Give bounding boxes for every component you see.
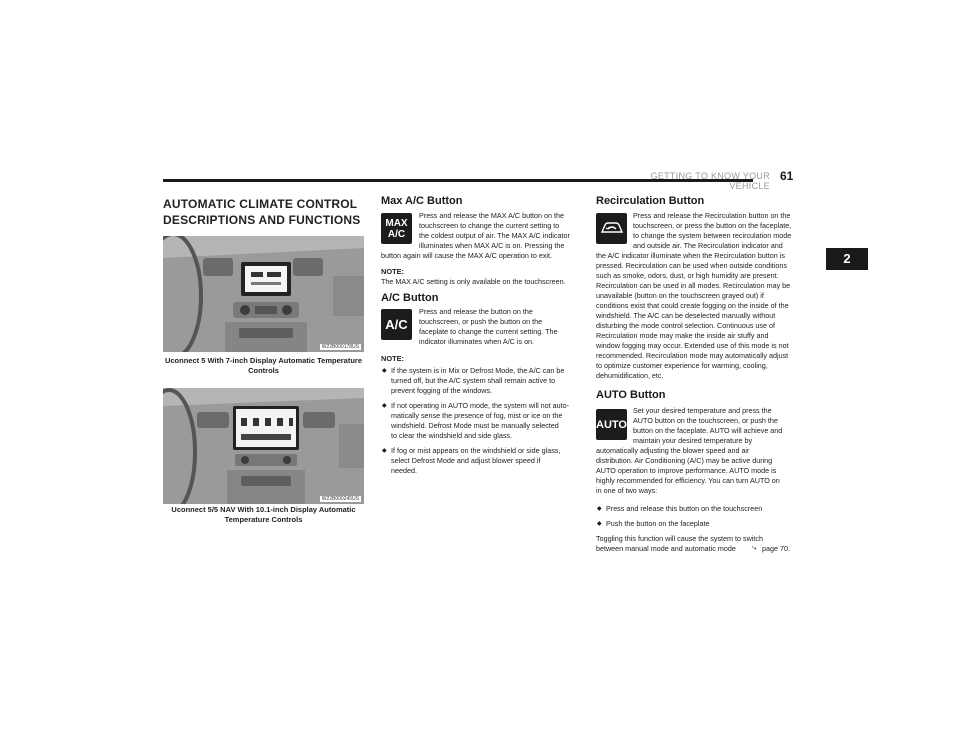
recirc-text-line: the A/C indicator illuminate when the Recirculation button is bbox=[596, 251, 785, 260]
bullet-icon: ◆ bbox=[597, 506, 602, 512]
recirc-text-line: and outside air. The Recirculation indicator and bbox=[633, 241, 783, 250]
max-ac-text-line: Press and release the MAX A/C button on the bbox=[419, 211, 565, 220]
max-ac-icon bbox=[381, 213, 412, 244]
recirc-text-line: recommended. Recirculation mode may automatically adjust bbox=[596, 351, 789, 360]
auto-text-line: automatically adjusting the blower speed and air bbox=[596, 446, 750, 455]
recirc-text-line: conditions exist that could create fogging on the inside of the bbox=[596, 301, 789, 310]
chapter-tab[interactable]: 2 bbox=[826, 248, 868, 270]
figure-caption-line1: Uconnect 5/5 NAV With 10.1-inch Display Automatic bbox=[171, 505, 356, 514]
bullet-icon: ◆ bbox=[382, 403, 387, 409]
max-ac-text-line: touchscreen to change the current setting to bbox=[419, 221, 560, 230]
section-title-line1: AUTOMATIC CLIMATE CONTROL bbox=[163, 197, 358, 211]
figure-caption-line1: Uconnect 5 With 7-inch Display Automatic Temperature bbox=[164, 356, 363, 365]
auto-text-line: Set your desired temperature and press the bbox=[633, 406, 772, 415]
recirc-text-line: touchscreen, or press the button on the faceplate, bbox=[633, 221, 792, 230]
recirc-text-line: Recirculation mode may make the inside air stuffy and bbox=[596, 331, 769, 340]
figure-code: W22B000245US bbox=[321, 496, 359, 502]
auto-bullet-line: Push the button on the faceplate bbox=[606, 519, 710, 528]
auto-bullet-line: Press and release this button on the touchscreen bbox=[606, 504, 763, 513]
recirc-text-line: unavailable (button on the touchscreen grayed out) if bbox=[596, 291, 764, 300]
car-recirc-icon bbox=[600, 221, 624, 237]
auto-text-line: maintain your desired temperature by bbox=[633, 436, 753, 445]
figure-code: W22B000178US bbox=[321, 344, 359, 350]
max-ac-text-line: illuminates when MAX A/C is on. Pressing the bbox=[419, 241, 565, 250]
ac-bullet-line: If fog or mist appears on the windshield or side glass, bbox=[391, 446, 561, 455]
figure-10inch-controls bbox=[163, 388, 364, 504]
recirc-text-line: Recirculation can be used in all modes. Recirculation may be bbox=[596, 281, 791, 290]
ac-bullet-line: If the system is in Mix or Defrost Mode, the A/C can be bbox=[391, 366, 565, 375]
max-ac-note-label: NOTE: bbox=[381, 267, 404, 276]
ac-bullet-line: matically sense the presence of fog, mist or ice on the bbox=[391, 411, 563, 420]
figure-caption-line2: Temperature Controls bbox=[224, 515, 303, 524]
bullet-icon: ◆ bbox=[382, 368, 387, 374]
auto-icon: AUTO bbox=[596, 409, 627, 440]
recirc-text-line: pressed. Recirculation can be used when outside conditions bbox=[596, 261, 787, 270]
ac-text-line: indicator illuminates when A/C is on. bbox=[419, 337, 535, 346]
ac-bullet-line: needed. bbox=[391, 466, 417, 475]
bullet-icon: ◆ bbox=[382, 448, 387, 454]
max-ac-icon-line2: A/C bbox=[387, 228, 406, 240]
max-ac-icon-line1: MAX bbox=[385, 217, 408, 229]
auto-heading: AUTO Button bbox=[596, 389, 666, 401]
recirc-text-line: to optimize customer experience for warming, cooling, bbox=[596, 361, 768, 370]
auto-text-line: AUTO operation to improve performance. AUTO mode is bbox=[596, 466, 777, 475]
auto-text-line: button on the faceplate. AUTO will achieve and bbox=[633, 426, 783, 435]
running-header: GETTING TO KNOW YOUR VEHICLE bbox=[650, 171, 770, 191]
ac-text-line: Press and release the button on the bbox=[419, 307, 533, 316]
figure-7inch-controls bbox=[163, 236, 364, 352]
max-ac-heading: Max A/C Button bbox=[381, 195, 463, 207]
recirc-text-line: such as smoke, odors, dust, or high humidity are present. bbox=[596, 271, 779, 280]
ac-icon: A/C bbox=[381, 309, 412, 340]
ac-bullet-line: to clear the windshield and side glass. bbox=[391, 431, 513, 440]
auto-text-line: distribution. Air Conditioning (A/C) may be active during bbox=[596, 456, 773, 465]
recirc-text-line: to change the system between recirculation mode bbox=[633, 231, 792, 240]
ac-bullet-line: If not operating in AUTO mode, the system will not auto- bbox=[391, 401, 570, 410]
max-ac-text-line: button again will cause the MAX A/C operation to exit. bbox=[381, 251, 553, 260]
ac-text-line: touchscreen, or push the button on the bbox=[419, 317, 543, 326]
recirc-text-line: dehumidification, etc. bbox=[596, 371, 664, 380]
section-title-line2: DESCRIPTIONS AND FUNCTIONS bbox=[163, 213, 361, 227]
bullet-icon: ◆ bbox=[597, 521, 602, 527]
page-reference-arrow-icon: ⤷ bbox=[752, 543, 757, 552]
recirculation-icon bbox=[596, 213, 627, 244]
ac-bullet-line: turned off, but the A/C system shall remain active to bbox=[391, 376, 556, 385]
ac-note-label: NOTE: bbox=[381, 354, 404, 363]
dashboard-illustration-1 bbox=[163, 236, 364, 352]
page-reference-link[interactable]: page 70. bbox=[762, 544, 790, 553]
ac-heading: A/C Button bbox=[381, 292, 439, 304]
recirc-text-line: Press and release the Recirculation button on the bbox=[633, 211, 791, 220]
max-ac-note-text: The MAX A/C setting is only available on the touchscreen. bbox=[381, 277, 566, 286]
ac-bullet-line: select Defrost Mode and adjust blower speed if bbox=[391, 456, 541, 465]
dashboard-illustration-2 bbox=[163, 388, 364, 504]
recirc-text-line: window fogging may occur. Extended use of this mode is not bbox=[596, 341, 789, 350]
figure-caption-line2: Controls bbox=[248, 366, 279, 375]
ac-bullet-line: windshield. Defrost Mode must be manually selected bbox=[391, 421, 559, 430]
auto-text-line: highly recommended for efficiency. You can turn AUTO on bbox=[596, 476, 780, 485]
recirc-text-line: windshield. The A/C can be deselected manually without bbox=[596, 311, 776, 320]
auto-text-line: in one of two ways: bbox=[596, 486, 658, 495]
auto-toggle-line2: between manual mode and automatic mode bbox=[596, 544, 736, 553]
ac-bullet-line: prevent fogging of the windows. bbox=[391, 386, 493, 395]
auto-toggle-line1: Toggling this function will cause the system to switch bbox=[596, 534, 763, 543]
page-number: 61 bbox=[780, 169, 794, 183]
max-ac-text-line: the coldest output of air. The MAX A/C indicator bbox=[419, 231, 570, 240]
auto-text-line: AUTO button on the touchscreen, or push the bbox=[633, 416, 778, 425]
recirc-text-line: disturbing the mode control selection. Continuous use of bbox=[596, 321, 775, 330]
ac-text-line: faceplate to change the current setting. The bbox=[419, 327, 558, 336]
recirc-heading: Recirculation Button bbox=[596, 195, 705, 207]
